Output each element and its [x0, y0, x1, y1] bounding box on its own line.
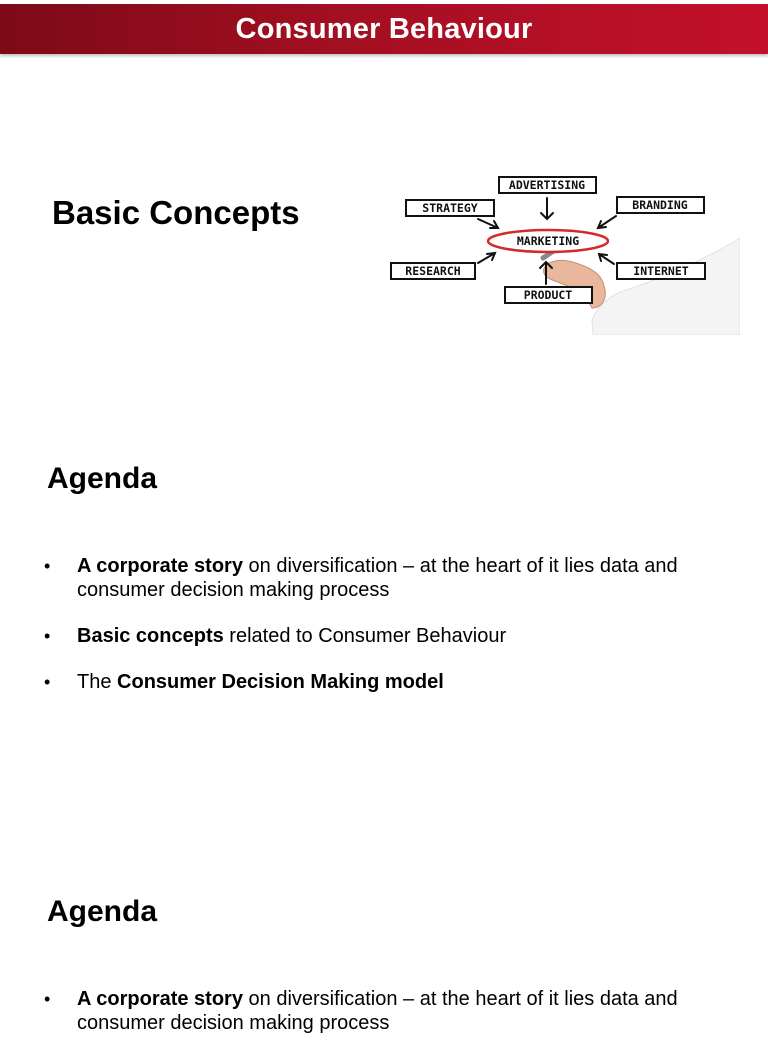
- bullet-icon: •: [44, 556, 51, 576]
- header-title: Consumer Behaviour: [235, 12, 533, 45]
- bullet-bold-text: Consumer Decision Making model: [117, 671, 444, 693]
- research-label: RESEARCH: [405, 264, 461, 278]
- list-item: [44, 624, 744, 648]
- bullet-text: on diversification – at the heart of it lies data and consumer decision making process: [77, 555, 678, 601]
- agenda-heading: Agenda: [47, 462, 158, 495]
- branding-label: BRANDING: [632, 198, 688, 212]
- bullet-text: on diversification – at the heart of it lies data and consumer decision making process: [77, 988, 678, 1034]
- bullet-icon: •: [44, 626, 51, 646]
- header-bar: [0, 4, 768, 54]
- bullet-text: related to Consumer Behaviour: [223, 625, 507, 647]
- agenda-list-repeat: [44, 987, 744, 1057]
- advertising-label: ADVERTISING: [508, 178, 586, 192]
- bullet-prefix-text: The: [77, 671, 118, 693]
- list-item: [44, 554, 744, 602]
- marketing-diagram-image: [388, 170, 740, 335]
- bullet-icon: •: [44, 672, 51, 692]
- marketing-label: MARKETING: [516, 234, 580, 248]
- basic-concepts-heading: Basic Concepts: [52, 194, 300, 231]
- list-item: [44, 987, 744, 1035]
- agenda-heading-repeat: Agenda: [47, 895, 158, 928]
- product-label: PRODUCT: [523, 288, 573, 302]
- list-item: [44, 670, 744, 694]
- bullet-icon: •: [44, 989, 51, 1009]
- bullet-bold-text: A corporate story: [77, 555, 243, 577]
- bullet-bold-text: Basic concepts: [77, 625, 224, 647]
- internet-label: INTERNET: [633, 264, 689, 278]
- agenda-list: [44, 554, 744, 716]
- bullet-bold-text: A corporate story: [77, 988, 243, 1010]
- strategy-label: STRATEGY: [422, 201, 478, 215]
